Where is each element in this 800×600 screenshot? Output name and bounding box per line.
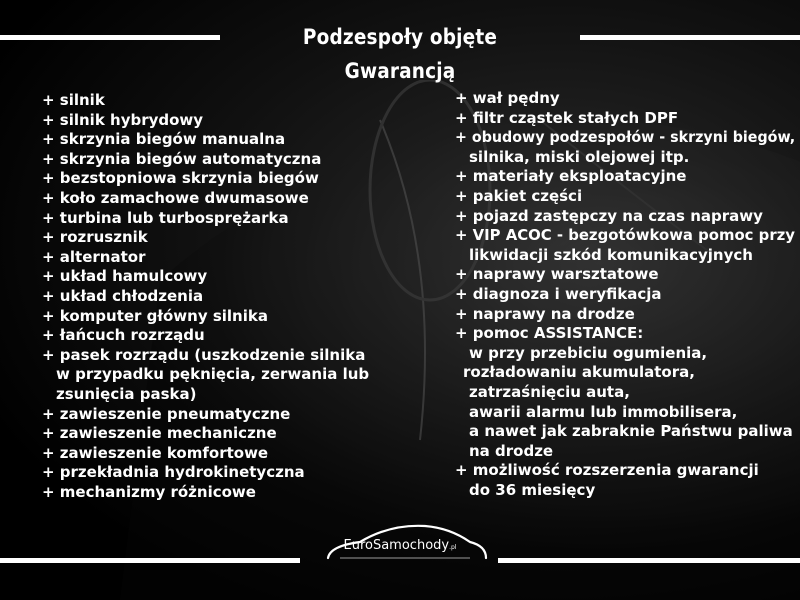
list-item: + wał pędny [455,89,560,107]
list-item-continuation: likwidacji szkód komunikacyjnych [469,245,753,264]
list-item: + zawieszenie pneumatyczne [42,404,291,423]
list-item: + możliwość rozszerzenia gwarancji [455,461,759,480]
list-item-continuation: zatrzaśnięciu auta, [469,382,630,401]
bottom-rule-left [0,558,300,563]
list-item-continuation: w przy przebiciu ogumienia, [469,343,708,362]
list-item: + układ chłodzenia [42,286,204,305]
list-item-continuation: a nawet jak zabraknie Państwu paliwa [469,422,793,441]
list-item: + naprawy na drodze [455,304,635,323]
list-item: + skrzynia biegów automatyczna [42,149,322,168]
right-component-list [455,89,795,500]
list-item-continuation: na drodze [469,441,554,460]
list-item-continuation: silnika, miski olejowej itp. [469,147,690,166]
brand-logo [320,516,490,576]
page-title: Podzespoły objęte Gwarancją [302,25,498,83]
list-item: + komputer główny silnika [42,306,268,325]
list-item-continuation: zsunięcia paska) [56,384,197,403]
list-item: + skrzynia biegów manualna [42,130,286,149]
list-item: + pomoc ASSISTANCE: [455,324,644,343]
list-item: + diagnoza i weryfikacja [455,284,662,303]
list-item: + pasek rozrządu (uszkodzenie silnika [42,345,366,364]
list-item: + zawieszenie komfortowe [42,443,269,462]
brand-logo-text [320,538,480,553]
list-item: + VIP ACOC - bezgotówkowa pomoc przy [455,226,795,245]
list-item: + koło zamachowe dwumasowe [42,188,309,207]
brand-domain-suffix: .pl [449,544,457,551]
brand-name: EuroSamochody [343,538,450,553]
list-item: + przekładnia hydrokinetyczna [42,463,305,482]
list-item: + filtr cząstek stałych DPF [455,108,679,127]
list-item: + pojazd zastępczy na czas naprawy [455,206,763,225]
list-item-continuation: rozładowaniu akumulatora, [463,363,695,382]
list-item-continuation: w przypadku pęknięcia, zerwania lub [56,365,370,384]
list-item-continuation: do 36 miesięcy [469,480,596,499]
list-item: + silnik hybrydowy [42,110,204,129]
list-item: + zawieszenie mechaniczne [42,424,277,443]
list-item: + rozrusznik [42,228,148,247]
list-item: + łańcuch rozrządu [42,326,205,345]
list-item: + materiały eksploatacyjne [455,167,687,186]
list-item: + pakiet części [455,186,583,205]
list-item-continuation: awarii alarmu lub immobilisera, [469,402,738,421]
bottom-rule-right [498,558,800,563]
left-component-list [42,91,382,502]
title-rule-right [580,35,800,40]
title-rule-left [0,35,220,40]
list-item: + alternator [42,247,146,266]
title-bar [0,20,800,83]
list-item: + układ hamulcowy [42,267,208,286]
list-item: + mechanizmy różnicowe [42,482,256,501]
list-item: + turbina lub turbosprężarka [42,208,289,227]
list-item: + obudowy podzespołów - skrzyni biegów, [455,128,796,147]
list-item: + silnik [42,91,105,109]
list-item: + bezstopniowa skrzynia biegów [42,169,319,188]
list-item: + naprawy warsztatowe [455,265,659,284]
